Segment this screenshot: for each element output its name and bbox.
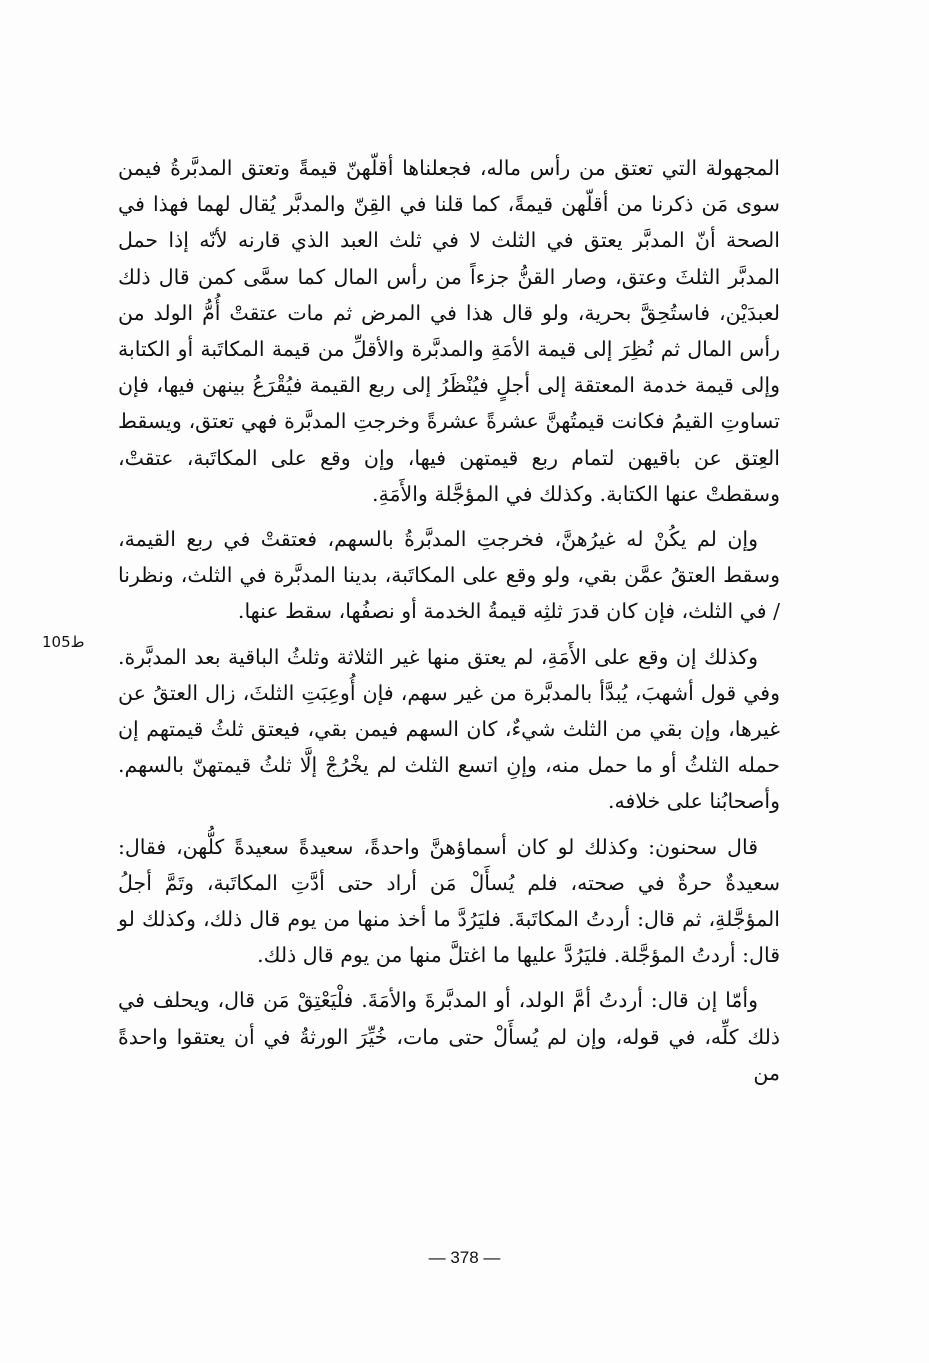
paragraph-4: قال سحنون: وكذلك لو كان أسماؤهنَّ واحدةً، سعيدةً سعيدةً كلُّهن، فقال: سعيدةٌ حرةٌ في صحته، فلم يُسأَلْ مَن أراد حتى أدَّتِ المكاتَبة، وتَمَّ أجلُ المؤجَّلةِ، ثم قال: أردتُ المكاتَبةَ. فليَرُدَّ ما أخذ منها من يوم قال ذلك، وكذلك لو قال: أردتُ المؤجَّلة. فليَرُدَّ عليها ما اغتلَّ منها من يوم قال ذلك. xyxy=(118,834,780,968)
paragraph-5: وأمّا إن قال: أردتُ أمَّ الولد، أو المدبَّرةَ والأمَةَ. فلْيَعْتِقْ مَن قال، ويحلف في ذلك كلِّه، في قوله، وإن لم يُسأَلْ حتى مات، خُيِّرَ الورثةُ في أن يعتقوا واحدةً من xyxy=(118,988,780,1085)
main-text xyxy=(118,150,780,1100)
paragraph-2: وإن لم يكُنْ له غيرُهنَّ، فخرجتِ المدبَّرةُ بالسهم، فعتقتْ في ربع القيمة، وسقط العتقُ عمَّن بقي، ولو وقع على المكاتَبة، بدينا المدبَّرة في الثلث، ونظرنا / في الثلث، فإن كان قدرَ ثلثِه قيمةُ الخدمة أو نصفُها، سقط عنها. xyxy=(118,527,780,624)
paragraph-3: وكذلك إن وقع على الأَمَةِ، لم يعتق منها غير الثلاثة وثلثُ الباقية بعد المدبَّرة. وفي قول أشهبَ، يُبدَّأ بالمدبَّرة من غير سهم، فإن أُوعِبَتِ الثلثَ، زال العتقُ عن غيرها، وإن بقي من الثلث شيءٌ، كان السهم فيمن بقي، فيعتق ثلثُ قيمتهم إن حمله الثلثُ أو ما حمل منه، وإنِ اتسع الثلث لم يخْرُجْ إلَّا ثلثُ قيمتهنّ بالسهم. وأصحابُنا على خلافه. xyxy=(118,644,780,814)
margin-folio-note: ط105 xyxy=(42,633,85,651)
paragraph-1: المجهولة التي تعتق من رأس ماله، فجعلناها أقلّهنّ قيمةً وتعتق المدبَّرةُ فيمن سوى مَن ذكرنا من أقلّهن قيمةً، كما قلنا في القِنّ والمدبَّر يُقال لهما فهذا في الصحة أنّ المدبَّر يعتق في الثلث لا في ثلث العبد الذي قارنه لأنّه إذا حمل المدبَّر الثلثَ وعتق، وصار القنُّ جزءاً من رأس المال كما سمَّى كمن قال ذلك لعبدَيْن، فاستُحِقَّ بحرية، ولو قال هذا في المرض ثم مات عتقتْ أُمُّ الولد من رأس المال ثم نُظِرَ إلى قيمة الأمَةِ والمدبَّرة والأقلِّ من قيمة المكاتَبة أو الكتابة وإلى قيمة خدمة المعتقة إلى أجلٍ فيُنْظَرُ إلى ربع القيمة فيُقْرَعُ بينهن فيها، فإن تساوتِ القيمُ فكانت قيمتُهنَّ عشرةً عشرةً وخرجتِ المدبَّرة فهي تعتق، ويسقط العِتق عن باقيهن لتمام ربع قيمتهن فيها، وإن وقع على المكاتَبة، عتقتْ، وسقطتْ عنها الكتابة. وكذلك في المؤجَّلة والأَمَةِ. xyxy=(118,156,780,506)
page-number: — 378 — xyxy=(428,1248,501,1267)
